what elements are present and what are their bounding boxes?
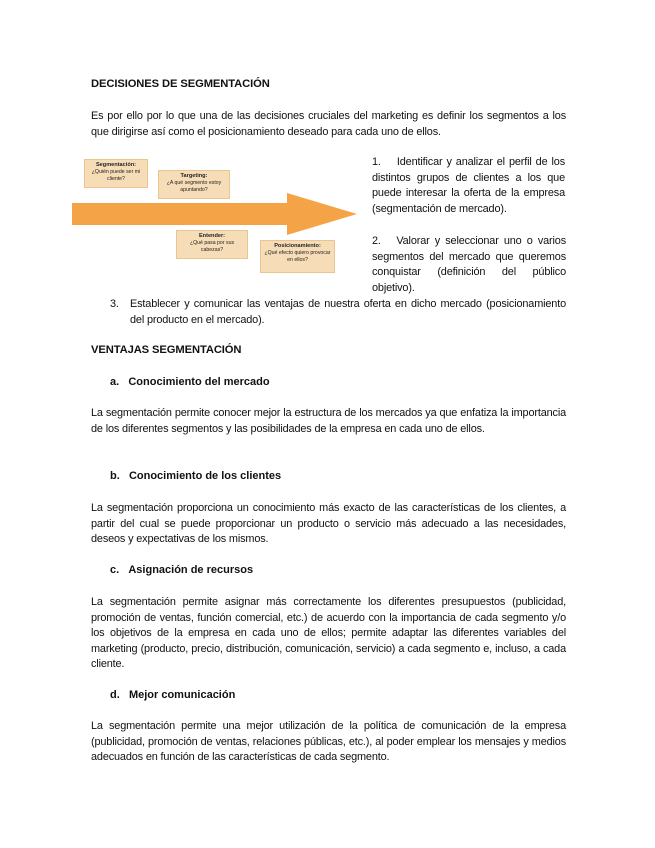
note-text: ¿A qué segmento estoy apuntando? [166, 180, 222, 193]
step-1 [372, 155, 565, 217]
step-number: 2. [372, 235, 381, 247]
advantage-title: Conocimiento de los clientes [128, 470, 282, 482]
step-3 [110, 297, 566, 328]
note-title: Targeting: [180, 173, 208, 179]
note-targeting [158, 170, 230, 199]
advantage-letter: d. [110, 689, 120, 701]
step-text: Valorar y seleccionar uno o varios segmentos del mercado que queremos conquistar (definición del público objetivo). [372, 235, 566, 294]
advantage-c-text: La segmentación permite asignar más correctamente los diferentes presupuestos (publicidad, promoción de ventas, función comercial, etc.) de acuerdo con la importancia de cada segmento y/o los objetivos de la empresa en cada uno de ellos; permite adaptar las diferentes variables del marketing (producto, precio, distribución, comunicación, servicio) a cada segmento e, incluso, a cada cliente. [91, 596, 566, 671]
process-arrow [72, 193, 357, 235]
step-number: 3. [110, 298, 119, 310]
note-text: ¿Quién puede ser mi cliente? [91, 169, 141, 182]
advantage-a-heading [110, 376, 270, 388]
step-number: 1. [372, 156, 381, 168]
advantage-letter: c. [110, 564, 120, 576]
section-title: VENTAJAS SEGMENTACIÓN [91, 344, 242, 356]
note-text: ¿Qué efecto quiero provocar en ellos? [264, 250, 331, 263]
advantage-letter: b. [110, 470, 120, 482]
note-text: ¿Qué pasa por sus cabezas? [189, 240, 235, 253]
advantage-title: Mejor comunicación [128, 689, 236, 701]
advantage-c-heading [110, 564, 253, 576]
note-title: Entender: [198, 233, 226, 239]
note-title: Posicionamiento: [274, 243, 321, 249]
step-2 [130, 234, 566, 296]
advantage-letter: a. [110, 376, 120, 388]
note-segmentacion [84, 159, 148, 188]
note-title: Segmentación: [95, 162, 137, 168]
advantage-b-heading [110, 470, 281, 482]
advantage-title: Asignación de recursos [128, 564, 254, 576]
advantage-d-text: La segmentación permite una mejor utilización de la política de comunicación de la empresa (publicidad, promoción de ventas, relaciones públicas, etc.), al poder emplear los mensajes y medios adecuados en función de las características de cada segmento. [91, 720, 566, 764]
advantage-a-text: La segmentación permite conocer mejor la estructura de los mercados ya que enfatiza la importancia de los diferentes segmentos y las posibilidades de la empresa en cada uno de ellos. [91, 407, 566, 435]
advantage-d-heading [110, 689, 235, 701]
intro-paragraph: Es por ello por lo que una de las decisiones cruciales del marketing es definir los segmentos a los que dirigirse así como el posicionamiento deseado para cada uno de ellos. [91, 110, 566, 138]
advantage-b-text: La segmentación proporciona un conocimiento más exacto de las características de los clientes, a partir del cual se puede proporcionar un producto o servicio más adecuado a las necesidades, deseos y expectativas de los mismos. [91, 502, 566, 546]
advantage-title: Conocimiento del mercado [128, 376, 270, 388]
step-text: Establecer y comunicar las ventajas de nuestra oferta en dicho mercado (posicionamiento del producto en el mercado). [130, 298, 566, 326]
step-text: Identificar y analizar el perfil de los distintos grupos de clientes a los que puede interesar la oferta de la empresa (segmentación de mercado). [372, 156, 565, 215]
page-title: DECISIONES DE SEGMENTACIÓN [91, 78, 270, 90]
